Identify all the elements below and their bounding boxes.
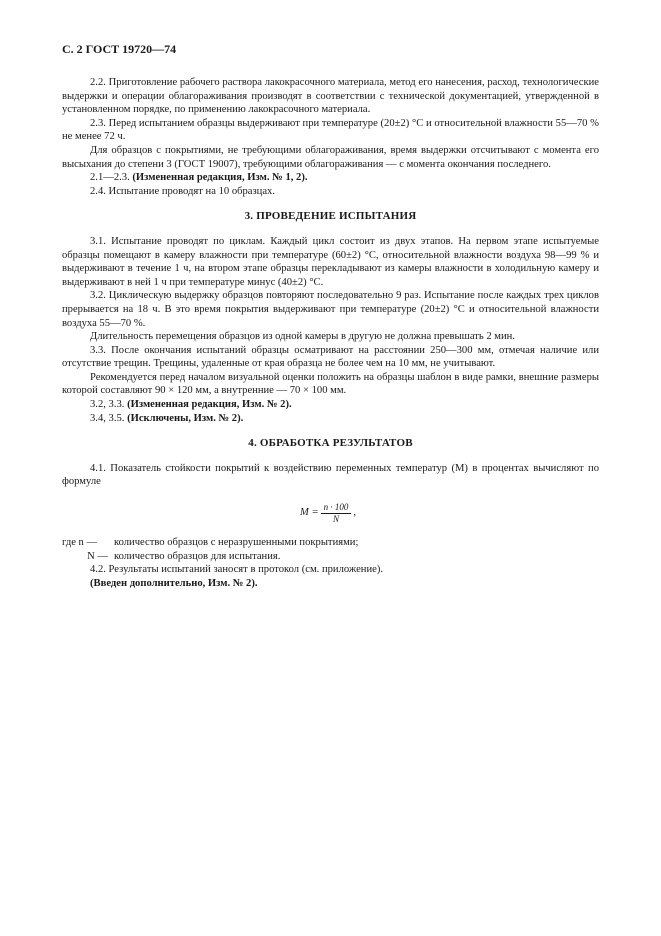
revision-text: (Введен дополнительно, Изм. № 2).: [90, 577, 258, 589]
paragraph-3-2: 3.2. Циклическую выдержку образцов повторяют последовательно 9 раз. Испытание после каждых трех циклов прерывается на 18 ч. В это время покрытия выдерживают при температуре (20±2) °С и относительной влажности воздуха 55—70 %.: [62, 290, 599, 329]
section-heading-4: 4. ОБРАБОТКА РЕЗУЛЬТАТОВ: [248, 437, 413, 450]
revision-ref: 2.1—2.3.: [90, 172, 133, 184]
paragraph-3-3: 3.3. После окончания испытаний образцы осматривают на расстоянии 250—300 мм, отмечая наличие или отсутствие трещин. Трещины, удаленные от края образца не более чем на 10 мм, не учитывают.: [62, 344, 599, 370]
paragraph-3-1: 3.1. Испытание проводят по циклам. Каждый цикл состоит из двух этапов. На первом этапе испытуемые образцы помещают в камеру влажности при температуре (60±2) °С, относительной влажности воздуха 98—99 % и выдерживают в течение 1 ч, на втором этапе образцы перекладывают из камеры влажности в холодильную камеру и выдерживают в ней 1 ч при температуре минус (40±2) °С.: [62, 235, 599, 288]
revision-text: (Исключены, Изм. № 2).: [127, 412, 244, 424]
exclusion-note-3-4-3-5: [62, 412, 599, 426]
formula-legend: [62, 536, 599, 563]
legend-text: количество образцов для испытания.: [114, 550, 281, 562]
legend-symbol: где n —: [62, 537, 98, 549]
legend-row-n: [62, 536, 599, 550]
paragraph-4-1: 4.1. Показатель стойкости покрытий к воздействию переменных температур (M) в процентах вычисляют по формуле: [62, 462, 599, 488]
revision-note-2-1-2-3: [62, 171, 599, 185]
paragraph-4-2: 4.2. Результаты испытаний заносят в протокол (см. приложение).: [90, 564, 384, 576]
formula-denominator: N: [332, 513, 339, 524]
legend-symbol: N —: [87, 550, 108, 562]
page-header: С. 2 ГОСТ 19720—74: [62, 42, 177, 56]
paragraph-2-3-note: Для образцов с покрытиями, не требующими облагораживания, время выдержки отсчитывают с момента его высыхания до степени 3 (ГОСТ 19007), требующими облагораживания — с момента окончания последнего.: [62, 144, 599, 170]
document-body: [62, 76, 599, 590]
revision-text: (Измененная редакция, Изм. № 2).: [127, 399, 292, 411]
paragraph-2-3: 2.3. Перед испытанием образцы выдерживают при температуре (20±2) °С и относительной влажности 55—70 % не менее 72 ч.: [62, 117, 599, 143]
legend-row-N: [62, 550, 599, 564]
formula-fraction: [321, 502, 352, 525]
formula-numerator: n · 100: [321, 502, 352, 514]
paragraph-3-3-note: Рекомендуется перед началом визуальной оценки положить на образцы шаблон в виде рамки, внешние размеры которой составляют 90 × 120 мм, а внутренние — 70 × 100 мм.: [62, 371, 599, 397]
formula-lhs: M =: [300, 507, 319, 519]
introduction-note: [62, 577, 599, 591]
revision-ref: 3.2, 3.3.: [90, 399, 128, 411]
revision-note-3-2-3-3: [62, 398, 599, 412]
formula-tail: ,: [353, 507, 357, 519]
revision-ref: 3.4, 3.5.: [90, 412, 128, 424]
paragraph-2-4: 2.4. Испытание проводят на 10 образцах.: [90, 185, 276, 197]
paragraph-2-2: 2.2. Приготовление рабочего раствора лакокрасочного материала, метод его нанесения, расход, технологические выдержки и операции облагораживания производят в соответствии с технической документацией, утвержденной в установленном порядке, по применению лакокрасочного материала.: [62, 77, 599, 116]
legend-text: количество образцов с неразрушенными покрытиями;: [114, 537, 359, 549]
section-heading-3: 3. ПРОВЕДЕНИЕ ИСПЫТАНИЯ: [244, 210, 417, 223]
formula: [62, 498, 599, 528]
revision-text: (Измененная редакция, Изм. № 1, 2).: [132, 172, 308, 184]
paragraph-3-2-note: Длительность перемещения образцов из одной камеры в другую не должна превышать 2 мин.: [90, 331, 515, 343]
